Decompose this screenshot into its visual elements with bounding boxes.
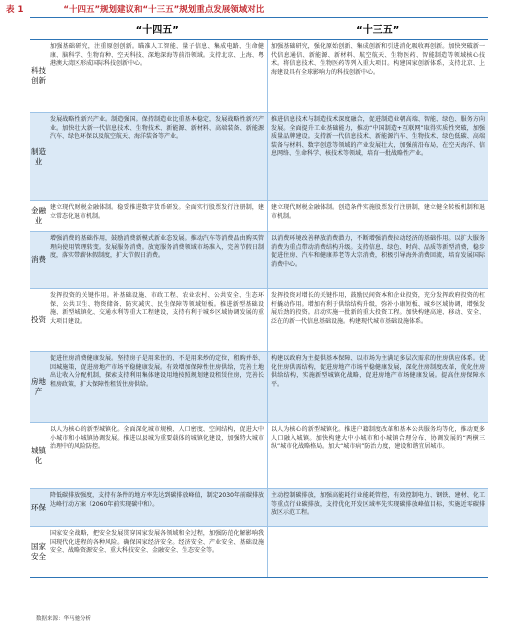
cell-14th-plan: 降低碳排放强度，支持有条件的地方率先达到碳排放峰值，制定2030年前碳排放达峰行动方案（2060年前实现碳中和）。 [47, 489, 268, 526]
table-body [30, 40, 488, 577]
table-row [30, 40, 488, 113]
table-row [30, 201, 488, 232]
cell-14th-plan: 以人为核心的新型城镇化。全面深化城市规模、人口密度、空间结构，促进大中小城市和小城镇协调发展。推进以县城为重要载体的城镇化建设，加强特大城市治理中的风险防控。 [47, 423, 268, 488]
cell-14th-plan: 发挥投资的关键作用。补基础设施、市政工程、农业农村、公共安全、生态环保、公共卫生、物资储备、防灾减灾、民生保障等领域短板。推进新型基础设施、新型城镇化、交通水利等重大工程建设，支持有利于城乡区域协调发展的重大项目建设。 [47, 289, 268, 351]
cell-13th-plan: 以消费环境改善释放消费潜力，不断增强消费拉动经济的基础作用。以扩大服务消费为重点带动消费结构升级。支持信息、绿色、时尚、品质等新型消费，稳步促进住房、汽车和健康养老等大宗消费，积极引导海外消费回流，培育发展国际消费中心。 [271, 235, 485, 268]
table-title: “十四五”规划建议和“十三五”规划重点发展领域对比 [63, 5, 265, 15]
header-13th-plan: “十三五” [356, 25, 400, 36]
table-row [30, 423, 488, 489]
table-header [30, 18, 488, 40]
cell-13th-plan [268, 527, 488, 577]
cell-13th-plan: 推进信息技术与制造技术深度融合，促进制造业朝高端、智能、绿色、服务方向发展。全面提升工业基础能力，推动“中国制造+互联网”取得实质性突破，加强质量品牌建设。支持新一代信息技术、新能源汽车、生物技术、绿色低碳、高端装备与材料、数字创意等领域的产业发展壮大，加强前沿布局，在空天海洋、信息网络、生命科学、核技术等领域，培育一批战略性产业。 [271, 116, 485, 158]
row-category: 环保 [31, 502, 46, 512]
header-blank-cell [30, 18, 47, 39]
table-row [30, 113, 488, 201]
row-category: 金融业 [31, 206, 46, 225]
table-row [30, 232, 488, 289]
cell-13th-plan: 构建以政府为主提供基本保障、以市场为主满足多层次需求的住房供应体系。优化住房供需结构，促进房地产市场平稳健康发展，深化住房制度改革，优化住房供给结构，实施新型城镇化战略，促进房地产市场健康发展。提高住房保障水平。 [271, 355, 485, 388]
row-category: 投资 [31, 315, 46, 324]
cell-14th-plan: 发展战略性新兴产业。制造强国。保持制造业比重基本稳定，发展战略性新兴产业。加快壮大新一代信息技术、生物技术、新能源、新材料、高端装备、新能源汽车、绿色环保以及航空航天、海洋装备等产业。 [47, 113, 268, 200]
table-row [30, 352, 488, 423]
cell-14th-plan: 增强消费的基础作用，鼓励消费新模式新业态发展。推动汽车等消费品由购买管理向使用管理转变。发展服务消费。放宽服务消费领域市场准入，完善节假日制度，落实带薪休假制度，扩大节假日消费。 [47, 232, 268, 288]
cell-13th-plan: 发挥投资对增长的关键作用，鼓励民间资本和企业投资，充分发挥政府投资的杠杆撬动作用。增加有利于供给结构升级，弥补小康短板、城乡区域协调，增强发展后劲的投资。启动实施一批新的重大投资工程。加快构建高速、移动、安全、泛在的新一代信息基础设施。构建现代城市基础设施体系。 [271, 292, 485, 325]
table-number: 表 1 [6, 5, 24, 15]
row-category: 城镇化 [31, 445, 46, 465]
cell-14th-plan: 加强基础研究，注重原创创新。瞄准人工智能、量子信息、集成电路、生命健康、脑科学、生物育种、空天科技、深地深海等前沿领域。支持北京、上海、粤港澳大湾区形成国际科技创新中心。 [47, 40, 268, 112]
table-caption [6, 2, 264, 16]
row-category: 制造业 [31, 146, 46, 166]
data-source-note: 数据来源：华马驰分析 [36, 616, 92, 622]
cell-14th-plan: 建立现代财税金融体制。稳妥推进数字货币研发。全面实行股票发行注册制，建立常态化退市机制。 [47, 201, 268, 231]
header-14th-plan: “十四五” [135, 25, 179, 36]
cell-13th-plan: 主动控制碳排放，加强高能耗行业能耗管控，有效控制电力、钢铁、建材、化工等重点行业碳排放，支持优化开发区域率先实现碳排放峰值目标，实施近零碳排放区示范工程。 [271, 492, 485, 517]
row-category: 国家安全 [31, 542, 46, 561]
cell-13th-plan: 建立现代财税金融体制。创造条件实施股票发行注册制，建立健全转板机制和退市机制。 [271, 204, 485, 220]
table-row [30, 527, 488, 577]
row-category: 科技创新 [31, 66, 46, 85]
cell-14th-plan: 促进住房消费健康发展。坚持房子是用来住的、不是用来炒的定位，租购并举、因城施策，促进房地产市场平稳健康发展。有效增加保障性住房供给，完善土地出让收入分配机制，探索支持利用集体建设用地按照规划建设租赁住房，完善长租房政策，扩大保障性租赁住房供给。 [47, 352, 268, 422]
cell-13th-plan: 加强基础研究，强化原始创新、集成创新和引进消化吸收再创新。加快突破新一代信息通信、新能源、新材料、航空航天、生物医药、智能制造等领域核心技术。将信息技术、生物医药等列入重大项目。构建国家创新体系，支持北京、上海建设具有全球影响力的科技创新中心。 [271, 43, 485, 76]
cell-13th-plan: 以人为核心的新型城镇化。推进户籍制度改革和基本公共服务均等化，推动更多人口融入城镇。加快构建大中小城市和小城镇合理分布、协调发展的“两横三纵”城市化战略格局。加大“城市病”防治力度，建设和谐宜居城市。 [271, 426, 485, 451]
row-category: 消费 [31, 255, 46, 264]
comparison-table [30, 17, 488, 578]
table-row [30, 489, 488, 527]
table-row [30, 289, 488, 352]
cell-14th-plan: 国家安全战略，把安全发展贯穿国家发展各领域和全过程，加强防范化解影响我国现代化进程的各种风险。确保国家经济安全。经济安全、产业安全、基础设施安全、战略资源安全、重大科技安全、金融安全、生态安全等。 [47, 527, 268, 577]
row-category: 房地产 [31, 377, 46, 396]
